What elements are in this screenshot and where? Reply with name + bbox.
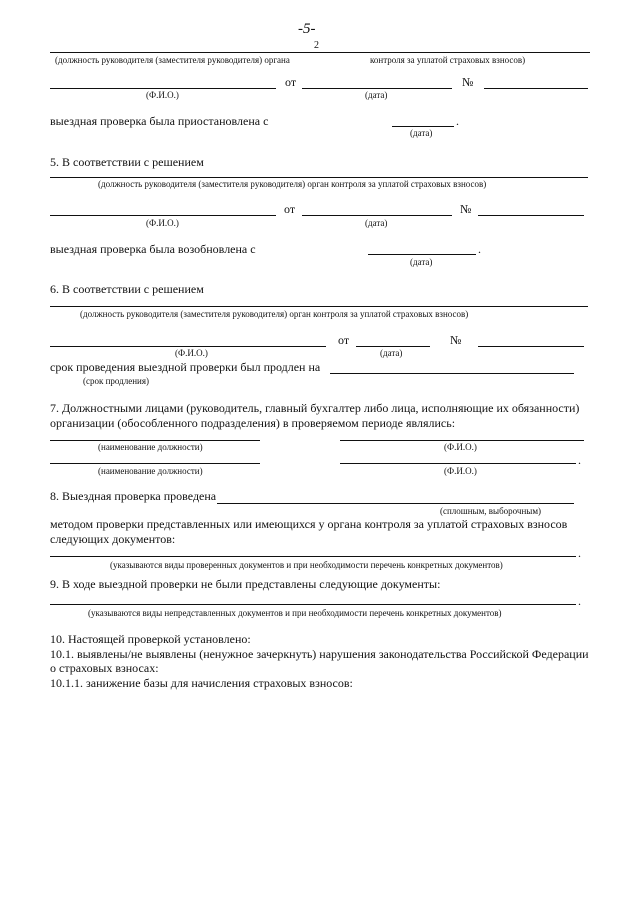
section5-resumed-date-line (368, 254, 476, 255)
section6-ot-label: от (338, 333, 350, 347)
section7-position-line2 (50, 463, 260, 464)
section5-organ-line (50, 177, 588, 178)
handwritten-page-mark: -5- (298, 21, 316, 37)
section5-period: . (478, 242, 481, 256)
suspended-text: выездная проверка была приостановлена с (50, 114, 269, 128)
section6-date-caption: (дата) (380, 348, 403, 358)
section6-number-line (478, 346, 584, 347)
section5-ot-label: от (284, 202, 296, 216)
suspended-period: . (456, 114, 459, 128)
section6-date-line (356, 346, 430, 347)
section8-method-line (217, 503, 574, 504)
section8-period: . (578, 546, 581, 560)
date-line (302, 88, 452, 89)
date-caption: (дата) (365, 90, 388, 100)
section10-line4: 10.1.1. занижение базы для начисления страховых взносов: (50, 676, 353, 690)
section5-fio-line (50, 215, 276, 216)
section5-resumed-text: выездная проверка была возобновлена с (50, 242, 256, 256)
section7-line2: организации (обособленного подразделения) в проверяемом периоде являлись: (50, 416, 456, 430)
section5-number-line (478, 215, 584, 216)
section7-position-line1 (50, 440, 260, 441)
section5-heading: 5. В соответствии с решением (50, 155, 204, 169)
section8-line1: 8. Выездная проверка проведена (50, 489, 217, 503)
section6-fio-caption: (Ф.И.О.) (175, 348, 208, 358)
section6-extension-line (330, 373, 574, 374)
section10-line2: 10.1. выявлены/не выявлены (ненужное зачеркнуть) нарушения законодательства Российской Федерации (50, 647, 589, 661)
section9-docs-caption: (указываются виды непредставленных документов и при необходимости перечень конкретных документов) (88, 608, 502, 618)
section7-fio-caption2: (Ф.И.О.) (444, 466, 477, 476)
section9-period: . (578, 594, 581, 608)
section7-fio-line1 (340, 440, 584, 441)
section7-fio-line2 (340, 463, 576, 464)
section6-number-label: № (450, 333, 462, 347)
page-number: 2 (314, 40, 319, 51)
fio-caption: (Ф.И.О.) (146, 90, 179, 100)
section6-fio-line (50, 346, 326, 347)
organ-caption: контроля за уплатой страховых взносов) (370, 55, 526, 65)
section9-docs-line (50, 604, 576, 605)
section6-extended-text: срок проведения выездной проверки был продлен на (50, 360, 321, 374)
ot-label: от (285, 75, 297, 89)
section7-position-caption1: (наименование должности) (98, 442, 203, 452)
section5-number-label: № (460, 202, 472, 216)
section10-line3: о страховых взносах: (50, 661, 159, 675)
section6-organ-line (50, 306, 588, 307)
section5-date-line (302, 215, 452, 216)
section8-method-caption: (сплошным, выборочным) (440, 506, 542, 516)
section5-organ-caption: (должность руководителя (заместителя руководителя) орган контроля за уплатой страховых взносов) (98, 179, 487, 189)
section5-resumed-date-caption: (дата) (410, 257, 433, 267)
section6-organ-caption: (должность руководителя (заместителя руководителя) орган контроля за уплатой страховых взносов) (80, 309, 469, 319)
suspended-date-line (392, 126, 454, 127)
section8-line3: следующих документов: (50, 532, 176, 546)
section7-period: . (578, 453, 581, 467)
suspended-date-caption: (дата) (410, 128, 433, 138)
section9-line1: 9. В ходе выездной проверки не были представлены следующие документы: (50, 577, 441, 591)
section10-line1: 10. Настоящей проверкой установлено: (50, 632, 251, 646)
section8-line2: методом проверки представленных или имеющихся у органа контроля за уплатой страховых взносов (50, 517, 568, 531)
section7-position-caption2: (наименование должности) (98, 466, 203, 476)
position-line (50, 52, 590, 53)
number-label: № (462, 75, 474, 89)
fio-line (50, 88, 276, 89)
section7-fio-caption1: (Ф.И.О.) (444, 442, 477, 452)
section8-docs-caption: (указываются виды проверенных документов и при необходимости перечень конкретных документов) (110, 560, 503, 570)
section5-fio-caption: (Ф.И.О.) (146, 218, 179, 228)
number-line (484, 88, 588, 89)
position-caption: (должность руководителя (заместителя руководителя) органа (55, 55, 290, 65)
section6-heading: 6. В соответствии с решением (50, 282, 204, 296)
section7-line1: 7. Должностными лицами (руководитель, главный бухгалтер либо лица, исполняющие их обязанности) (50, 401, 580, 415)
section5-date-caption: (дата) (365, 218, 388, 228)
section6-extension-caption: (срок продления) (83, 376, 150, 386)
section8-docs-line (50, 556, 576, 557)
